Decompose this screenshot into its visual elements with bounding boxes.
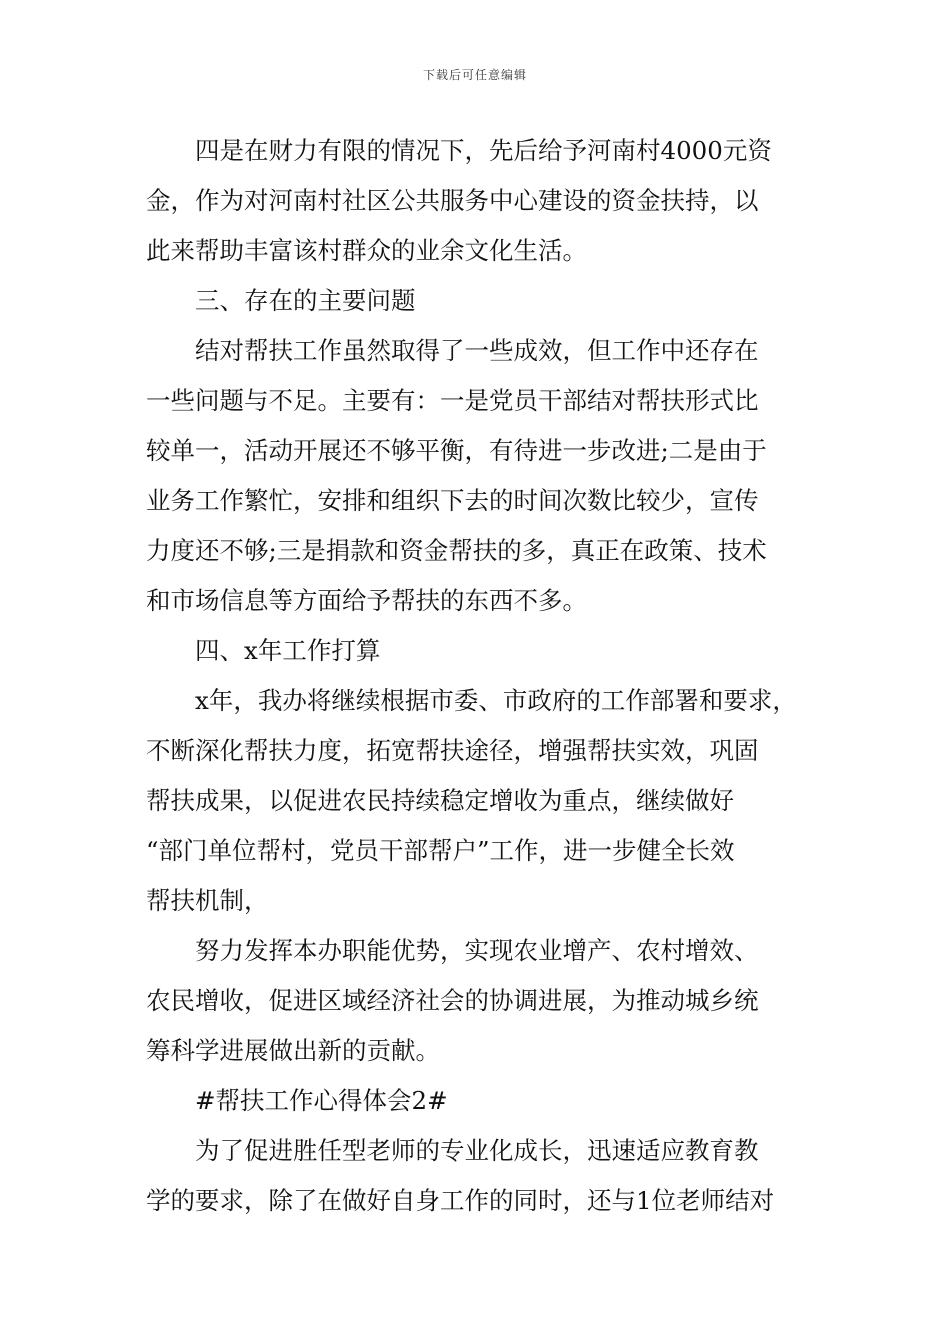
text-line: 帮扶成果，以促进农民持续稳定增收为重点，继续做好 — [146, 786, 734, 815]
text-line: 结对帮扶工作虽然取得了一些成效，但工作中还存在 — [146, 336, 759, 365]
page-header-note: 下载后可任意编辑 — [422, 68, 527, 82]
text-line: x年，我办将继续根据市委、市政府的工作部署和要求， — [146, 686, 797, 715]
text-line: 四是在财力有限的情况下，先后给予河南村4000元资 — [146, 136, 772, 165]
text-line: 一些问题与不足。主要有：一是党员干部结对帮扶形式比 — [146, 386, 759, 415]
text-line: 努力发挥本办职能优势，实现农业增产、农村增效、 — [146, 936, 759, 965]
section-heading: #帮扶工作心得体会2# — [146, 1086, 448, 1115]
text-line: 农民增收，促进区域经济社会的协调进展，为推动城乡统 — [146, 986, 759, 1015]
section-heading: 四、x年工作打算 — [146, 636, 381, 665]
text-line: 力度还不够;三是捐款和资金帮扶的多，真正在政策、技术 — [146, 536, 767, 565]
text-line: 筹科学进展做出新的贡献。 — [146, 1036, 440, 1065]
text-line: 为了促进胜任型老师的专业化成长，迅速适应教育教 — [146, 1136, 759, 1165]
text-line: 此来帮助丰富该村群众的业余文化生活。 — [146, 236, 587, 265]
text-line: 和市场信息等方面给予帮扶的东西不多。 — [146, 586, 587, 615]
text-line: 较单一，活动开展还不够平衡，有待进一步改进;二是由于 — [146, 436, 767, 465]
text-line: 帮扶机制， — [146, 886, 269, 915]
section-heading: 三、存在的主要问题 — [146, 286, 416, 315]
text-line: 业务工作繁忙，安排和组织下去的时间次数比较少，宣传 — [146, 486, 759, 515]
text-line: 金，作为对河南村社区公共服务中心建设的资金扶持，以 — [146, 186, 759, 215]
text-line: 不断深化帮扶力度，拓宽帮扶途径，增强帮扶实效，巩固 — [146, 736, 759, 765]
text-line: 学的要求，除了在做好自身工作的同时，还与1位老师结对 — [146, 1186, 775, 1215]
text-line: “部门单位帮村，党员干部帮户”工作，进一步健全长效 — [146, 836, 735, 865]
document-body — [146, 126, 826, 1226]
